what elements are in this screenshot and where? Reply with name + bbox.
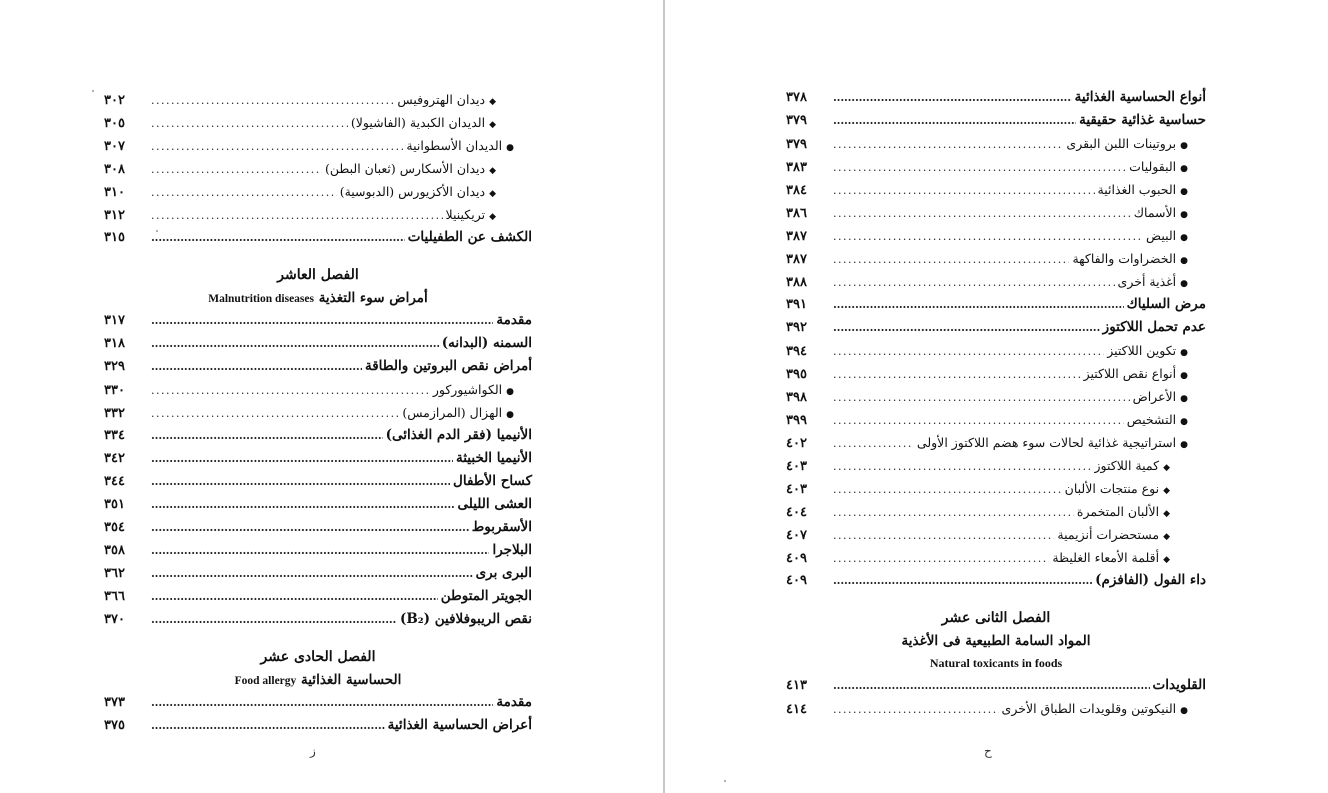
toc-entry-page-number: ٣٠٧ xyxy=(104,139,125,154)
dot-bullet-icon: ● xyxy=(1180,417,1188,427)
toc-entry xyxy=(786,155,1206,178)
scan-speck xyxy=(156,230,158,232)
diamond-bullet-icon: ◆ xyxy=(489,212,496,222)
page-folio-left: ز xyxy=(310,744,316,758)
toc-chapter-12-list xyxy=(786,674,1206,720)
dot-leader xyxy=(151,424,383,447)
toc-entry-page-number: ٣١٧ xyxy=(104,313,125,328)
toc-entry xyxy=(104,309,532,332)
scan-speck xyxy=(724,780,726,782)
scan-speck xyxy=(92,90,94,92)
chapter-12-title-ar: المواد السامة الطبيعية فى الأغذية xyxy=(901,633,1091,649)
toc-entry-title xyxy=(1075,86,1206,109)
chapter-10-title-ar: أمراض سوء التغذية xyxy=(318,290,428,306)
toc-right xyxy=(786,86,1206,720)
toc-entry xyxy=(104,111,532,134)
toc-entry xyxy=(786,339,1206,362)
toc-chapter-10-list xyxy=(104,309,532,631)
toc-entry-title xyxy=(400,608,532,631)
diamond-bullet-icon: ◆ xyxy=(1163,532,1170,542)
dot-bullet-icon: ● xyxy=(1180,164,1188,174)
toc-entry xyxy=(786,201,1206,224)
toc-entry-text: الكشف عن الطفيليات xyxy=(407,229,532,245)
toc-entry-title xyxy=(492,539,532,562)
toc-entry-text: ديدان الهتروفيس xyxy=(397,92,486,107)
dot-leader xyxy=(151,135,403,158)
dot-leader xyxy=(151,379,430,402)
dot-leader xyxy=(151,112,348,135)
toc-entry-page-number: ٣٩٥ xyxy=(786,367,807,382)
toc-entry xyxy=(786,697,1206,720)
toc-entry-text: الأنيميا الخبيثة xyxy=(455,450,532,466)
toc-entry-text: البقوليات xyxy=(1129,159,1177,174)
dot-leader xyxy=(151,562,473,585)
dot-bullet-icon: ● xyxy=(1180,187,1188,197)
toc-entry-text: تكوين اللاكتيز xyxy=(1107,343,1177,358)
toc-entry-text: الأسقربوط xyxy=(471,519,532,535)
dot-leader xyxy=(151,204,443,227)
dot-leader xyxy=(151,226,405,249)
dot-leader xyxy=(833,271,1115,294)
toc-entry-page-number: ٣٦٢ xyxy=(104,566,125,581)
toc-entry-text: العشى الليلى xyxy=(457,496,532,512)
toc-entry xyxy=(786,86,1206,109)
toc-entry xyxy=(786,362,1206,385)
dot-bullet-icon: ● xyxy=(1180,440,1188,450)
toc-entry xyxy=(104,134,532,157)
dot-leader xyxy=(151,691,493,714)
dot-leader xyxy=(833,386,1130,409)
toc-entry xyxy=(786,477,1206,500)
dot-bullet-icon: ● xyxy=(506,387,514,397)
toc-left-top-list xyxy=(104,88,532,249)
dot-leader xyxy=(833,674,1150,697)
book-gutter-divider xyxy=(663,0,665,793)
toc-entry-text: الكواشيوركور xyxy=(432,382,503,397)
toc-entry-page-number: ٣٦٦ xyxy=(104,589,125,604)
dot-bullet-icon: ● xyxy=(1180,394,1188,404)
toc-entry-text: عدم تحمل اللاكتوز xyxy=(1102,319,1206,335)
toc-entry-text: الأنيميا (فقر الدم الغذائى) xyxy=(385,427,532,443)
toc-entry xyxy=(786,546,1206,569)
dot-leader xyxy=(833,156,1126,179)
toc-entry-page-number: ٤٠٤ xyxy=(786,505,807,520)
toc-entry-page-number: ٣٧٣ xyxy=(104,695,125,710)
toc-entry-page-number: ٣٧٨ xyxy=(786,90,807,105)
diamond-bullet-icon: ◆ xyxy=(489,97,496,107)
toc-entry xyxy=(786,316,1206,339)
toc-entry-text: مقدمة xyxy=(496,694,532,710)
toc-entry xyxy=(104,378,532,401)
dot-bullet-icon: ● xyxy=(1180,279,1188,289)
dot-leader xyxy=(151,493,454,516)
toc-entry-text: ديدان الأسكارس (ثعبان البطن) xyxy=(324,161,486,176)
dot-leader xyxy=(833,569,1092,592)
dot-leader xyxy=(833,524,1054,547)
chapter-12-heading: الفصل الثانى عشر xyxy=(941,610,1051,626)
dot-leader xyxy=(833,478,1062,501)
dot-leader xyxy=(833,202,1131,225)
toc-entry-page-number: ٣٨٤ xyxy=(786,183,807,198)
toc-entry-text: أمراض نقص البروتين والطاقة xyxy=(364,358,532,374)
toc-entry-title xyxy=(496,691,532,714)
toc-entry xyxy=(786,293,1206,316)
toc-entry xyxy=(786,674,1206,697)
toc-entry xyxy=(786,224,1206,247)
toc-entry-title xyxy=(457,493,532,516)
dot-leader xyxy=(151,402,399,425)
toc-entry-page-number: ٣٠٥ xyxy=(104,116,125,131)
toc-entry-title xyxy=(453,470,532,493)
toc-entry xyxy=(786,109,1206,132)
chapter-12-title-en: Natural toxicants in foods xyxy=(929,656,1063,670)
toc-entry-text: كمية اللاكتوز xyxy=(1094,458,1160,473)
toc-entry-page-number: ٣٣٠ xyxy=(104,383,125,398)
toc-entry xyxy=(786,132,1206,155)
toc-entry-text: استراتيجية غذائية لحالات سوء هضم اللاكتوز الأولى xyxy=(916,435,1177,450)
toc-entry-text: الحبوب الغذائية xyxy=(1097,182,1177,197)
toc-entry-text: البيض xyxy=(1146,228,1177,243)
toc-entry-page-number: ٣٨٧ xyxy=(786,252,807,267)
dot-leader xyxy=(833,248,1069,271)
toc-entry-text: داء الفول (الفافزم) xyxy=(1095,572,1206,588)
toc-chapter-11-list xyxy=(104,691,532,737)
dot-leader xyxy=(151,89,394,112)
toc-entry xyxy=(104,470,532,493)
toc-entry-text: أنواع الحساسية الغذائية xyxy=(1074,89,1206,105)
toc-entry-text: الديدان الأسطوانية xyxy=(406,138,503,153)
toc-entry-text: حساسية غذائية حقيقية xyxy=(1079,112,1206,128)
toc-entry xyxy=(104,203,532,226)
toc-entry-text: كساح الأطفال xyxy=(453,473,532,489)
toc-entry-text: البرى برى xyxy=(475,565,532,581)
toc-entry-text: السمنه (البدانه) xyxy=(441,335,532,351)
toc-entry-text: أعراض الحساسية الغذائية xyxy=(387,717,532,733)
toc-entry xyxy=(104,539,532,562)
toc-entry-page-number: ٣٨٧ xyxy=(786,229,807,244)
chapter-10-heading: الفصل العاشر xyxy=(277,267,359,283)
toc-entry-page-number: ٤٠٢ xyxy=(786,436,807,451)
toc-entry-page-number: ٣١٥ xyxy=(104,230,125,245)
toc-entry-page-number: ٣٧٩ xyxy=(786,137,807,152)
toc-entry xyxy=(104,424,532,447)
dot-leader xyxy=(833,109,1076,132)
toc-entry-page-number: ٣٧٥ xyxy=(104,718,125,733)
toc-entry-text: الهزال (المرازمس) xyxy=(402,405,503,420)
toc-entry xyxy=(786,454,1206,477)
chapter-10-title-en: Malnutrition diseases xyxy=(208,293,314,305)
toc-entry xyxy=(786,523,1206,546)
toc-entry-title xyxy=(1002,697,1206,723)
toc-entry-page-number: ٤٠٣ xyxy=(786,482,807,497)
toc-entry-text: القلويدات xyxy=(1152,677,1206,693)
toc-entry xyxy=(104,447,532,470)
dot-leader xyxy=(151,355,362,378)
toc-entry-title xyxy=(1079,109,1206,132)
diamond-bullet-icon: ◆ xyxy=(1163,486,1170,496)
toc-entry-page-number: ٣٩٩ xyxy=(786,413,807,428)
toc-entry-text: الخضراوات والفاكهة xyxy=(1072,251,1177,266)
toc-entry xyxy=(104,157,532,180)
toc-entry xyxy=(104,714,532,737)
dot-leader xyxy=(833,455,1091,478)
toc-entry-title xyxy=(441,585,532,608)
toc-entry-text: مقدمة xyxy=(496,312,532,328)
toc-entry xyxy=(786,431,1206,454)
toc-entry-page-number: ٣٠٨ xyxy=(104,162,125,177)
diamond-bullet-icon: ◆ xyxy=(489,189,496,199)
toc-entry xyxy=(104,226,532,249)
toc-entry-title xyxy=(365,355,532,378)
toc-entry-text: أغذية أخرى xyxy=(1117,274,1177,289)
dot-bullet-icon: ● xyxy=(1180,210,1188,220)
dot-leader xyxy=(833,225,1143,248)
toc-entry-page-number: ٣٩٨ xyxy=(786,390,807,405)
toc-entry xyxy=(104,493,532,516)
chapter-11-title xyxy=(104,669,532,691)
toc-entry xyxy=(786,178,1206,201)
toc-entry-text: البلاجرا xyxy=(492,542,532,558)
toc-entry-title xyxy=(456,447,532,470)
toc-entry-page-number: ٤٠٣ xyxy=(786,459,807,474)
toc-entry-text: الديدان الكبدية (الفاشيولا) xyxy=(350,115,486,130)
toc-entry-text: الألبان المتخمرة xyxy=(1076,504,1160,519)
diamond-bullet-icon: ◆ xyxy=(1163,555,1170,565)
toc-entry-title xyxy=(472,516,532,539)
toc-right-top-list xyxy=(786,86,1206,592)
toc-entry-page-number: ٣٥١ xyxy=(104,497,125,512)
toc-entry-title xyxy=(388,714,532,737)
toc-entry-page-number: ٣٤٢ xyxy=(104,451,125,466)
toc-entry-page-number: ٣٧٠ xyxy=(104,612,125,627)
toc-entry xyxy=(104,585,532,608)
toc-entry-page-number: ٣٥٤ xyxy=(104,520,125,535)
dot-bullet-icon: ● xyxy=(1180,233,1188,243)
toc-entry-page-number: ٣١٢ xyxy=(104,208,125,223)
diamond-bullet-icon: ◆ xyxy=(489,166,496,176)
toc-entry-page-number: ٣٨٦ xyxy=(786,206,807,221)
dot-leader xyxy=(151,608,397,631)
toc-entry xyxy=(786,408,1206,431)
toc-entry xyxy=(104,88,532,111)
dot-leader xyxy=(833,409,1124,432)
dot-leader xyxy=(151,539,489,562)
right-page xyxy=(666,0,1328,793)
toc-entry-page-number: ٣٩٤ xyxy=(786,344,807,359)
chapter-11-title-en: Food allergy xyxy=(234,675,297,687)
toc-entry-page-number: ٤١٤ xyxy=(786,702,807,717)
toc-entry-page-number: ٣١٨ xyxy=(104,336,125,351)
dot-leader xyxy=(833,179,1095,202)
toc-entry xyxy=(786,500,1206,523)
toc-entry-title xyxy=(386,424,532,447)
dot-bullet-icon: ● xyxy=(1180,371,1188,381)
dot-leader xyxy=(151,585,438,608)
dot-bullet-icon: ● xyxy=(1180,706,1188,716)
toc-entry xyxy=(104,401,532,424)
toc-entry-title xyxy=(1153,674,1206,697)
toc-entry-text: الأعراض xyxy=(1132,389,1177,404)
toc-entry-title xyxy=(476,562,532,585)
toc-entry-page-number: ٣٤٤ xyxy=(104,474,125,489)
toc-entry-title xyxy=(408,226,532,249)
toc-entry xyxy=(104,180,532,203)
diamond-bullet-icon: ◆ xyxy=(1163,509,1170,519)
dot-leader xyxy=(151,470,450,493)
toc-entry-page-number: ٤١٣ xyxy=(786,678,807,693)
dot-leader xyxy=(151,158,322,181)
toc-entry-title xyxy=(496,309,532,332)
dot-leader xyxy=(833,86,1072,109)
toc-entry-text: الأسماك xyxy=(1133,205,1177,220)
dot-leader xyxy=(833,547,1049,570)
dot-bullet-icon: ● xyxy=(1180,141,1188,151)
toc-entry-text: تريكينيلا xyxy=(445,207,486,222)
toc-entry xyxy=(104,355,532,378)
toc-entry xyxy=(786,270,1206,293)
chapter-11-heading: الفصل الحادى عشر xyxy=(260,649,376,665)
dot-leader xyxy=(833,432,914,455)
toc-entry-text: التشخيص xyxy=(1126,412,1177,427)
toc-entry-title xyxy=(1103,316,1206,339)
toc-entry xyxy=(104,608,532,631)
dot-leader xyxy=(151,714,385,737)
toc-entry-text: النيكوتين وقلويدات الطباق الأخرى xyxy=(1001,701,1177,716)
toc-entry xyxy=(786,385,1206,408)
toc-entry-page-number: ٣٩١ xyxy=(786,297,807,312)
page-folio-right: ح xyxy=(984,744,992,758)
toc-entry xyxy=(786,247,1206,270)
dot-leader xyxy=(833,340,1104,363)
dot-bullet-icon: ● xyxy=(506,143,514,153)
toc-entry-title xyxy=(1127,293,1206,316)
toc-entry xyxy=(104,691,532,714)
diamond-bullet-icon: ◆ xyxy=(489,120,496,130)
dot-bullet-icon: ● xyxy=(1180,256,1188,266)
toc-entry-text: بروتينات اللبن البقرى xyxy=(1066,136,1177,151)
toc-entry-page-number: ٤٠٩ xyxy=(786,573,807,588)
toc-entry xyxy=(104,562,532,585)
dot-leader xyxy=(833,293,1124,316)
toc-entry-title xyxy=(442,332,532,355)
toc-entry-text: مستحضرات أنزيمية xyxy=(1057,527,1160,542)
toc-entry-text: ديدان الأكزيورس (الدبوسية) xyxy=(339,184,486,199)
dot-leader xyxy=(833,501,1074,524)
toc-entry-text: نقص الريبوفلافين (B₂) xyxy=(399,611,532,627)
dot-leader xyxy=(833,698,999,721)
toc-entry-text: نوع منتجات الألبان xyxy=(1064,481,1160,496)
dot-leader xyxy=(151,516,469,539)
toc-entry xyxy=(786,569,1206,592)
toc-entry-page-number: ٣٨٨ xyxy=(786,275,807,290)
chapter-10-title xyxy=(104,287,532,309)
dot-bullet-icon: ● xyxy=(506,410,514,420)
dot-bullet-icon: ● xyxy=(1180,348,1188,358)
diamond-bullet-icon: ◆ xyxy=(1163,463,1170,473)
dot-leader xyxy=(833,133,1063,156)
toc-entry-page-number: ٣٨٣ xyxy=(786,160,807,175)
toc-left xyxy=(104,88,532,737)
toc-entry-text: مرض السلياك xyxy=(1126,296,1206,312)
toc-entry-page-number: ٣٣٤ xyxy=(104,428,125,443)
toc-entry-page-number: ٣٩٢ xyxy=(786,320,807,335)
dot-leader xyxy=(151,447,453,470)
toc-entry-text: أنواع نقص اللاكتيز xyxy=(1083,366,1177,381)
dot-leader xyxy=(151,309,493,332)
toc-entry-page-number: ٣٢٩ xyxy=(104,359,125,374)
toc-entry-title xyxy=(1095,569,1206,592)
toc-entry xyxy=(104,332,532,355)
toc-entry-text: الجويتر المتوطن xyxy=(440,588,532,604)
dot-leader xyxy=(833,363,1081,386)
toc-entry-page-number: ٣٧٩ xyxy=(786,113,807,128)
toc-entry-page-number: ٣٣٢ xyxy=(104,406,125,421)
toc-entry-page-number: ٤٠٧ xyxy=(786,528,807,543)
dot-leader xyxy=(151,181,337,204)
chapter-11-title-ar: الحساسية الغذائية xyxy=(301,672,402,688)
toc-entry-text: أقلمة الأمعاء الغليظة xyxy=(1052,550,1160,565)
toc-entry-page-number: ٣٥٨ xyxy=(104,543,125,558)
dot-leader xyxy=(833,316,1100,339)
dot-leader xyxy=(151,332,439,355)
toc-entry-page-number: ٤٠٩ xyxy=(786,551,807,566)
toc-entry-page-number: ٣١٠ xyxy=(104,185,125,200)
toc-entry xyxy=(104,516,532,539)
toc-entry-page-number: ٣٠٢ xyxy=(104,93,125,108)
